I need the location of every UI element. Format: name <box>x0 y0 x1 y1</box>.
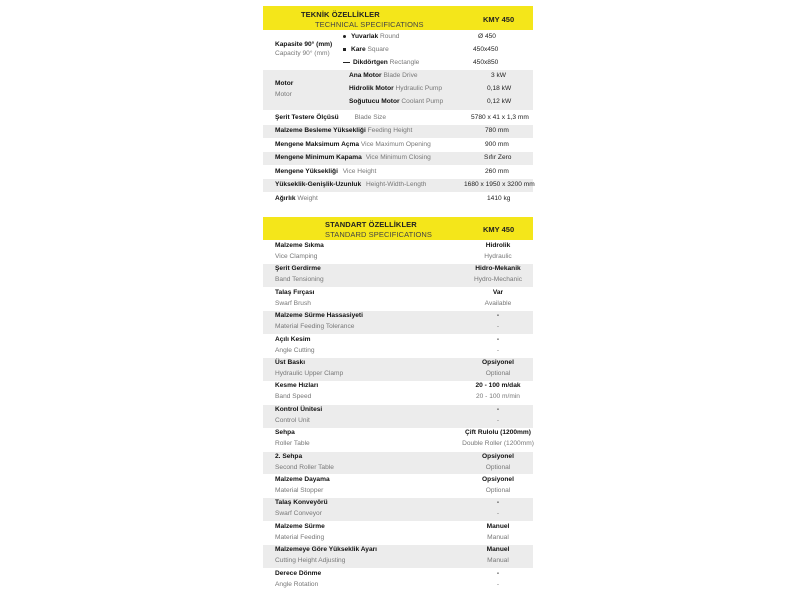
standard-row <box>263 452 533 475</box>
spec-row: Malzeme Besleme Yüksekliği Feeding Height 780 mm <box>263 125 533 138</box>
spec-row: Ağırlık Weight 1410 kg <box>275 195 511 202</box>
standard-row-label-en: Second Roller Table <box>275 463 334 471</box>
standard-row-label-tr: Malzeme Sürme <box>275 522 325 530</box>
standard-row-label-en: Material Feeding Tolerance <box>275 323 355 331</box>
motor-main-value: 3 kW <box>491 72 507 79</box>
standard-row-label-en: Roller Table <box>275 440 310 448</box>
standard-row-label-tr: Malzemeye Göre Yükseklik Ayarı <box>275 546 378 554</box>
technical-title-en: TECHNICAL SPECIFICATIONS <box>315 20 424 29</box>
standard-row-label-tr: Malzeme Sürme Hassasiyeti <box>275 312 363 320</box>
standard-row-label-tr: Kontrol Ünitesi <box>275 405 323 413</box>
standard-row-label-en: Angle Rotation <box>275 580 319 588</box>
capacity-square: Kare Square <box>343 47 389 54</box>
standard-row <box>263 381 533 404</box>
standard-row-value-tr: Hidro-Mekanik <box>475 265 521 273</box>
standard-row-label-tr: Malzeme Sıkma <box>275 242 324 249</box>
standard-row-value-en: Optional <box>485 463 511 471</box>
standard-row <box>263 475 533 498</box>
standard-title-tr: STANDART ÖZELLİKLER <box>325 220 417 229</box>
motor-hydraulic-value: 0,18 kW <box>487 85 512 92</box>
rectangle-bullet-icon <box>343 62 350 64</box>
round-bullet-icon <box>343 35 346 38</box>
standard-row-value-tr: - <box>496 569 500 577</box>
standard-row-value-en: 20 - 100 m/min <box>476 393 520 401</box>
standard-row-value-tr: Opsiyonel <box>482 452 514 460</box>
standard-row-label-en: Swarf Brush <box>275 299 311 307</box>
standard-row-value-tr: - <box>496 335 500 343</box>
standard-row-label-en: Band Tensioning <box>275 276 324 284</box>
standard-row-label-en: Angle Cutting <box>275 346 315 354</box>
standard-title-en: STANDARD SPECIFICATIONS <box>325 230 433 239</box>
standard-row-label-tr: Talaş Konveyörü <box>275 499 328 507</box>
standard-row-value-en: Optional <box>485 370 511 377</box>
capacity-block <box>263 31 533 69</box>
standard-row-value-en: Manual <box>487 557 509 565</box>
standard-row-value-tr: - <box>496 405 500 413</box>
motor-label-tr: Motor <box>275 80 294 87</box>
standard-row-label-tr: Talaş Fırçası <box>275 288 315 296</box>
motor-label-en: Motor <box>275 91 292 98</box>
standard-row-label-tr: Sehpa <box>275 429 295 437</box>
capacity-rectangle-value: 450x850 <box>473 59 499 66</box>
standard-row-value-tr: - <box>496 499 500 507</box>
standard-row-label-en: Vice Clamping <box>275 253 318 260</box>
standard-row-label-tr: Açılı Kesim <box>275 335 311 343</box>
standard-row-value-tr: Opsiyonel <box>482 359 514 366</box>
standard-row-value-tr: Manuel <box>486 546 510 554</box>
standard-row-value-en: - <box>496 416 500 424</box>
standard-row-label-en: Material Stopper <box>275 487 324 494</box>
standard-row-label-tr: Şerit Gerdirme <box>275 265 321 273</box>
standard-row-value-tr: Var <box>492 288 504 296</box>
standard-row <box>263 545 533 568</box>
standard-row-value-tr: - <box>496 312 500 320</box>
standard-row-value-tr: Manuel <box>486 522 510 530</box>
standard-row-value-en: - <box>496 510 500 518</box>
standard-row-label-en: Hydraulic Upper Clamp <box>275 370 344 377</box>
standard-row-value-en: - <box>496 323 500 331</box>
standard-row-label-tr: 2. Sehpa <box>275 452 303 460</box>
standard-row-value-en: Available <box>484 299 512 307</box>
technical-model: KMY 450 <box>483 15 515 24</box>
standard-row <box>263 569 533 592</box>
standard-row-label-en: Material Feeding <box>275 533 325 541</box>
standard-row-label-en: Cutting Height Adjusting <box>275 557 346 565</box>
motor-coolant: Soğutucu Motor Coolant Pump <box>349 98 444 105</box>
standard-row <box>263 405 533 428</box>
capacity-label-en: Capacity 90° (mm) <box>275 50 330 57</box>
standard-row-value-tr: Hidrolik <box>485 242 511 249</box>
capacity-round: Yuvarlak Round <box>343 34 399 41</box>
standard-row <box>263 498 533 521</box>
standard-row-value-en: Optional <box>485 487 511 494</box>
standard-row-label-tr: Üst Baskı <box>275 359 306 366</box>
motor-hydraulic: Hidrolik Motor Hydraulic Pump <box>349 85 443 92</box>
standard-row <box>263 264 533 287</box>
standard-row-label-tr: Kesme Hızları <box>275 382 319 390</box>
standard-row-value-en: Hydro-Mechanic <box>473 276 522 284</box>
standard-row <box>263 241 533 264</box>
standard-row-value-tr: Çift Rulolu (1200mm) <box>465 429 531 437</box>
standard-row-label-en: Band Speed <box>275 393 312 401</box>
spec-row: Şerit Testere Ölçüsü Blade Size 5780 x 41 x 1,3 mm <box>275 114 529 121</box>
capacity-round-value: Ø 450 <box>478 33 496 40</box>
standard-row-label-en: Control Unit <box>275 416 310 424</box>
capacity-square-value: 450x450 <box>473 46 499 53</box>
capacity-label-tr: Kapasite 90° (mm) <box>275 41 333 48</box>
spec-row: Mengene Minimum Kapama Vice Minimum Closing Sıfır Zero <box>263 152 533 165</box>
capacity-rectangle: Dikdörtgen Rectangle <box>343 60 419 67</box>
standard-row-label-tr: Derece Dönme <box>275 569 322 577</box>
standard-row-label-en: Swarf Conveyor <box>275 510 322 518</box>
square-bullet-icon <box>343 48 346 51</box>
standard-row <box>263 358 533 381</box>
standard-row-value-en: - <box>496 580 500 588</box>
standard-header <box>263 217 533 240</box>
spec-row: Mengene Maksimum Açma Vice Maximum Opening 900 mm <box>275 141 509 148</box>
technical-title-tr: TEKNİK ÖZELLİKLER <box>301 10 380 19</box>
standard-row-value-en: - <box>496 346 500 354</box>
standard-row <box>263 311 533 334</box>
standard-row-value-tr: 20 - 100 m/dak <box>475 382 521 390</box>
standard-row-label-tr: Malzeme Dayama <box>275 476 330 483</box>
standard-row-value-en: Manual <box>487 533 509 541</box>
spec-row: Mengene Yüksekliği Vice Height 260 mm <box>275 168 509 175</box>
technical-header <box>263 6 533 30</box>
motor-coolant-value: 0,12 kW <box>487 98 512 105</box>
standard-row <box>263 428 533 451</box>
standard-row <box>263 288 533 311</box>
motor-block <box>263 70 533 110</box>
spec-row: Yükseklik-Genişlik-Uzunluk Height-Width-Length 1680 x 1950 x 3200 mm <box>263 179 533 192</box>
standard-row-value-en: Double Roller (1200mm) <box>462 440 534 448</box>
standard-row-value-tr: Opsiyonel <box>482 476 514 483</box>
standard-row-value-en: Hydraulic <box>484 253 512 260</box>
motor-main: Ana Motor Blade Drive <box>349 72 418 79</box>
standard-row <box>263 522 533 545</box>
standard-model: KMY 450 <box>483 225 515 234</box>
standard-row <box>263 335 533 358</box>
